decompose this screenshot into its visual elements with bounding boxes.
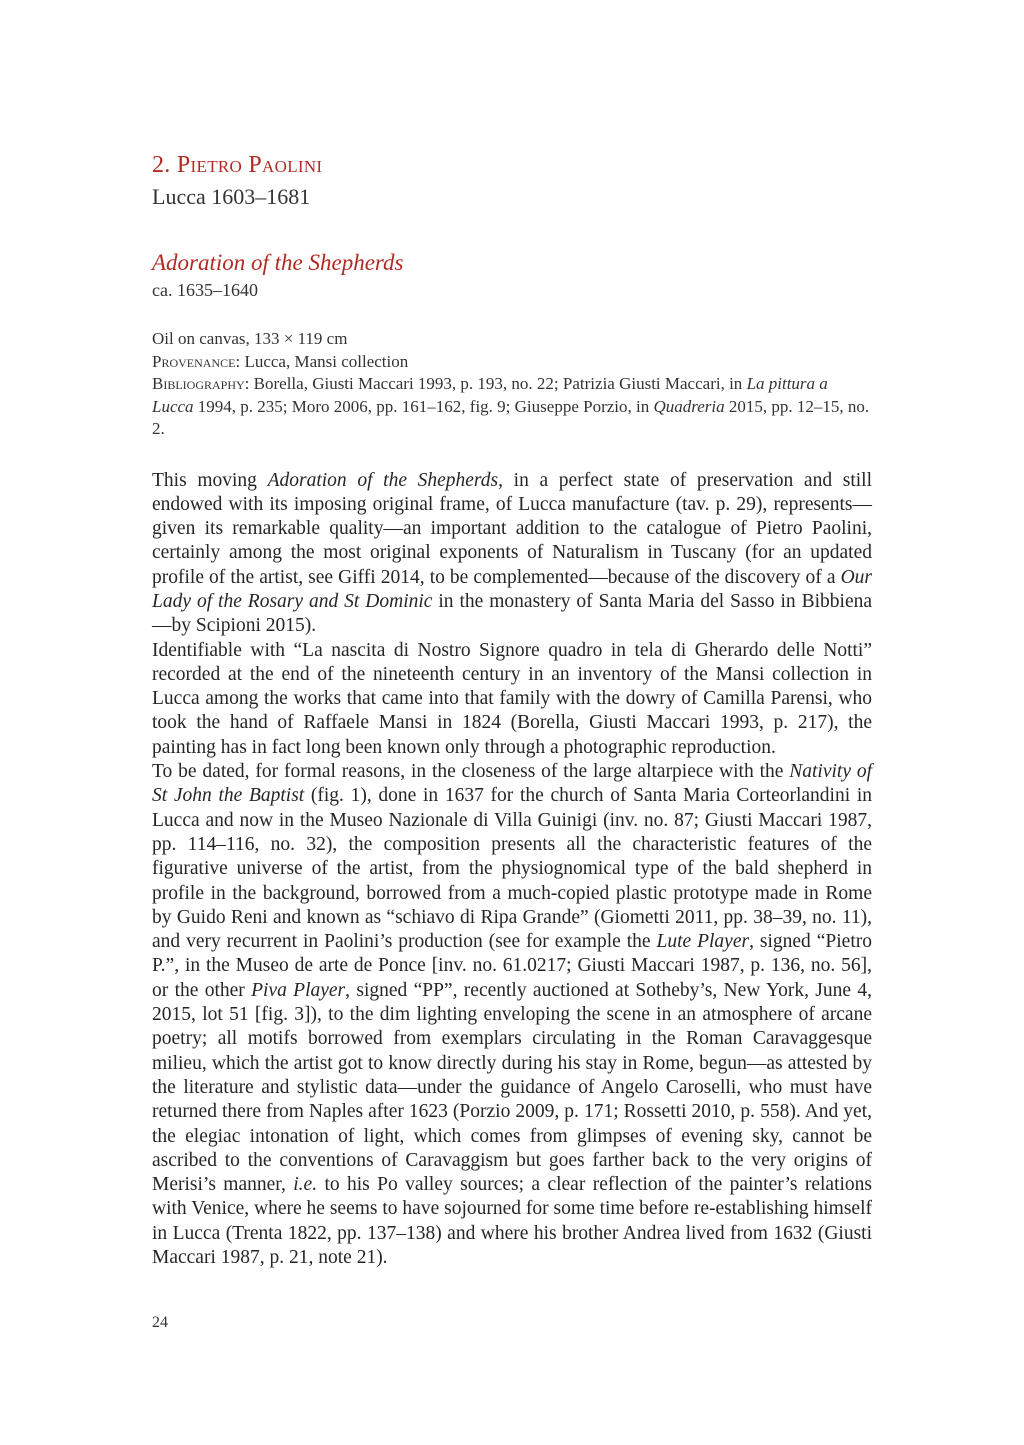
work-title: Adoration of the Shepherds <box>152 250 404 275</box>
italic-title: i.e. <box>293 1174 318 1196</box>
text-run: Borella, Giusti Maccari 1993, p. 193, no. 22; Patrizia Giusti Maccari, in <box>253 374 747 393</box>
text-run: This moving <box>152 469 268 491</box>
work-medium: Oil on canvas, 133 × 119 cm <box>152 329 348 348</box>
page-number: 24 <box>152 1314 168 1331</box>
provenance-label: Provenance: <box>152 351 241 371</box>
text-run: Identifiable with “La nascita di Nostro Signore quadro in tela di Gherardo delle Notti” recorded at the end of the nineteenth century in an inventory of the Mansi collection in Lucca among the works that came into that family with the dowry of Camilla Parensi, who took the hand of Raffaele Mansi in 1824 (Borella, Giusti Maccari 1993, p. 217), the painting has in fact long been known only through a photographic reproduction. <box>152 639 872 758</box>
text-run: , signed “PP”, recently auctioned at Sotheby’s, New York, June 4, 2015, lot 51 [fig. 3]), to the dim lighting enveloping the scene in an atmosphere of arcane poetry; all motifs borrowed from exemplars circulating in the Roman Caravaggesque milieu, which the artist got to know directly during his stay in Rome, begun—as attested by the literature and stylistic data—under the guidance of Angelo Caroselli, who must have returned there from Naples after 1623 (Porzio 2009, p. 171; Rossetti 2010, p. 558). And yet, the elegiac intonation of light, which comes from glimpses of evening sky, cannot be ascribed to the conventions of Caravaggism but goes farther back to the very origins of Merisi’s manner, <box>152 979 872 1196</box>
text-run: 2015, pp. 12–15, no. 2. <box>152 396 870 438</box>
italic-title: La pittura a Lucca <box>152 374 828 416</box>
artist-heading: 2. Pietro Paolini <box>152 152 323 178</box>
body-paragraph <box>152 760 872 1270</box>
text-run: in the monastery of Santa Maria del Sasso in Bibbiena—by Scipioni 2015). <box>152 590 873 637</box>
italic-title: Our Lady of the Rosary and St Dominic <box>152 566 872 612</box>
work-date: ca. 1635–1640 <box>152 280 258 300</box>
work-details <box>152 328 872 441</box>
text-run: 1994, p. 235; Moro 2006, pp. 161–162, fig. 9; Giuseppe Porzio, in <box>193 396 654 416</box>
text-run: to his Po valley sources; a clear reflection of the painter’s relations with Venice, where he seems to have sojourned for some time before re-establishing himself in Lucca (Trenta 1822, pp. 137–138) and where his brother Andrea lived from 1632 (Giusti Maccari 1987, p. 21, note 21). <box>152 1174 872 1268</box>
bibliography-label: Bibliography: <box>152 374 250 393</box>
page-content <box>152 150 872 1270</box>
italic-title: Nativity of St John the Baptist <box>152 761 873 807</box>
body-paragraph <box>152 469 872 639</box>
italic-title: Lute Player <box>656 931 750 953</box>
body-paragraph <box>152 639 872 760</box>
text-run: , in a perfect state of preservation and still endowed with its imposing original frame, of Lucca manufacture (tav. p. 29), represents—given its remarkable quality—an important addition to the catalogue of Pietro Paolini, certainly among the most original exponents of Naturalism in Tuscany (for an updated profile of the artist, see Giffi 2014, to be complemented—because of the discovery of a <box>152 469 872 588</box>
text-run: To be dated, for formal reasons, in the closeness of the large altarpiece with the <box>152 761 790 783</box>
text-run: (fig. 1), done in 1637 for the church of Santa Maria Corteorlandini in Lucca and now in the Museo Nazionale di Villa Guinigi (inv. no. 87; Giusti Maccari 1987, pp. 114–116, no. 32), the composition presents all the characteristic features of the figurative universe of the artist, from the physiognomical type of the bald shepherd in profile in the background, borrowed from a much-copied plastic prototype made in Rome by Guido Reni and known as “schiavo di Ripa Grande” (Giometti 2011, pp. 38–39, no. 11), and very recurrent in Paolini’s production (see for example the <box>152 785 872 953</box>
body-text <box>152 469 872 1271</box>
provenance-line <box>152 351 872 374</box>
bibliography-line <box>152 373 872 441</box>
bibliography-value <box>152 374 869 438</box>
italic-title: Piva Player <box>251 979 346 1001</box>
italic-title: Adoration of the Shepherds <box>267 469 499 491</box>
provenance-value: Lucca, Mansi collection <box>244 351 409 371</box>
text-run: , signed “Pietro P.”, in the Museo de arte de Ponce [inv. no. 61.0217; Giusti Maccari 1987, p. 136, no. 56], or the other <box>152 931 872 1001</box>
italic-title: Quadreria <box>653 396 725 416</box>
artist-dates: Lucca 1603–1681 <box>152 184 311 209</box>
